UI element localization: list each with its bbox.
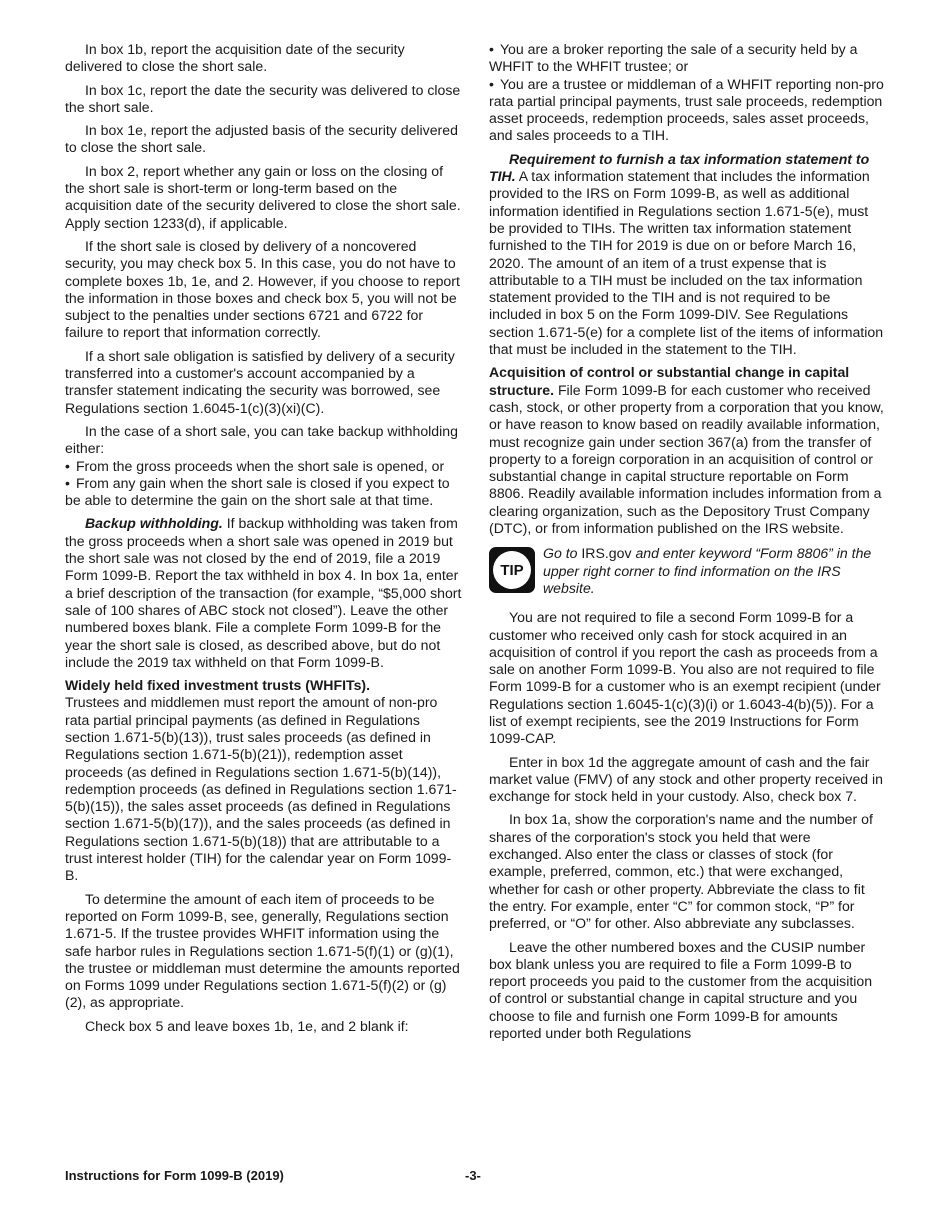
requirement-paragraph bbox=[489, 151, 885, 359]
footer-title: Instructions for Form 1099-B (2019) bbox=[65, 1168, 284, 1183]
bullet-item: • From the gross proceeds when the short sale is opened, or bbox=[65, 458, 463, 475]
page-number: -3- bbox=[465, 1168, 481, 1183]
right-column bbox=[489, 41, 885, 1048]
left-column bbox=[65, 41, 463, 1041]
paragraph-body: Trustees and middlemen must report the amount of non-pro rata partial principal payments (as defined in Regulations section 1.671-5(b)(13)), trust sales proceeds (as defined in Regulations section 1.671-5(b)(21)), redemption asset proceeds (as defined in Regulations section 1.671-5(b)(14)), redemption proceeds (as defined in Regulations section 1.671-5(b)(15)), the sales asset proceeds (as defined in Regulations section 1.671-5(b)(17)), and the sales proceeds (as defined in Regulations section 1.671-5(b)(18)) that are attributable to a trust interest holder (TIH) for the calendar year on Form 1099-B. bbox=[65, 694, 457, 884]
paragraph: In box 1b, report the acquisition date of the security delivered to close the short sale. bbox=[65, 41, 405, 75]
paragraph: If the short sale is closed by delivery of a noncovered security, you may check box 5. In this case, you do not have to complete boxes 1b, 1e, and 2. However, if you choose to report the information in those boxes and check box 5, you will not be subject to the penalties under sections 6721 and 6722 for failure to report that information correctly. bbox=[65, 237, 460, 341]
paragraph: Check box 5 and leave boxes 1b, 1e, and 2 blank if: bbox=[85, 1017, 409, 1034]
paragraph: You are not required to file a second Form 1099-B for a customer who received only cash for stock acquired in an acquisition of control if you report the cash as proceeds from a sale on another Form 1099-B. You also are not required to file Form 1099-B for a customer who is an exempt recipient (under Regulations section 1.6045-1(c)(3)(i) or 1.6043-4(b)(5)). For a list of exempt recipients, see the 2019 Instructions for Form 1099-CAP. bbox=[489, 609, 881, 747]
acquisition-paragraph bbox=[489, 364, 885, 537]
paragraph: Enter in box 1d the aggregate amount of cash and the fair market value (FMV) of any stock and other property received in exchange for stock held in your custody. Also, check box 7. bbox=[489, 753, 884, 805]
paragraph: In box 1c, report the date the security was delivered to close the short sale. bbox=[65, 81, 461, 115]
tip-callout bbox=[489, 545, 885, 597]
tip-text-pre: Go to bbox=[543, 545, 582, 562]
section-heading: Requirement to furnish a tax information statement to TIH. bbox=[489, 150, 870, 185]
irs-link[interactable]: IRS.gov bbox=[581, 545, 632, 562]
paragraph: Leave the other numbered boxes and the CUSIP number box blank unless you are required to file a Form 1099-B to report proceeds you paid to the customer from the acquisition of control or substantial change in capital structure and you choose to file and furnish one Form 1099-B for amounts reported under both Regulations bbox=[489, 938, 873, 1042]
whfit-paragraph bbox=[65, 677, 463, 885]
bullet-item: • You are a broker reporting the sale of a security held by a WHFIT to the WHFIT trustee; or bbox=[489, 41, 885, 76]
paragraph: If a short sale obligation is satisfied by delivery of a security transferred into a customer's account accompanied by a transfer statement indicating the security was borrowed, see Regulations section 1.6045-1(c)(3)(xi)(C). bbox=[65, 347, 455, 416]
paragraph: In the case of a short sale, you can take backup withholding either: bbox=[65, 422, 458, 457]
tip-text-post: and enter keyword “Form 8806” in the upper right corner to find information on the IRS website. bbox=[543, 545, 872, 596]
bullet-item: • From any gain when the short sale is closed if you expect to be able to determine the gain on the short sale at that time. bbox=[65, 475, 463, 510]
section-heading: Acquisition of control or substantial change in capital structure. bbox=[489, 364, 850, 398]
section-heading: Backup withholding. bbox=[85, 515, 223, 532]
tip-text bbox=[543, 545, 885, 597]
paragraph: In box 2, report whether any gain or loss on the closing of the short sale is short-term or long-term based on the acquisition date of the security delivered to close the short sale. Apply section 1233(d), if applicable. bbox=[65, 162, 461, 231]
section-heading: Widely held fixed investment trusts (WHFITs). bbox=[65, 677, 371, 694]
paragraph-body: File Form 1099-B for each customer who received cash, stock, or other property from a corporation that you know, or have reason to know based on readily available information, must recognize gain under section 367(a) from the transfer of property to a foreign corporation in an acquisition of control or substantial change in capital structure reportable on Form 8806. Readily available information includes information from a clearing organization, such as the Depository Trust Company (DTC), or from information published on the IRS website. bbox=[489, 381, 884, 537]
backup-withholding-paragraph bbox=[65, 515, 463, 671]
tip-icon bbox=[489, 547, 535, 593]
paragraph: To determine the amount of each item of proceeds to be reported on Form 1099-B, see, generally, Regulations section 1.671-5. If the trustee provides WHFIT information using the safe harbor rules in Regulations section 1.671-5(f)(1) or (g)(1), the trustee or middleman must determine the amounts reported on Forms 1099 under Regulations section 1.671-5(f)(2) or (g)(2), as appropriate. bbox=[65, 890, 460, 1011]
tip-label: TIP bbox=[493, 551, 531, 589]
paragraph-body: A tax information statement that includes the information provided to the IRS on Form 1099-B, as well as additional information identified in Regulations section 1.671-5(e), must be provided to TIHs. The written tax information statement furnished to the TIH for 2019 is due on or before March 16, 2020. The amount of an item of a trust expense that is attributable to a TIH must be included on the tax information statement provided to the TIH and is not required to be included in box 5 on the Form 1099-DIV. See Regulations section 1.671-5(e) for a complete list of the items of information that must be included in the statement to the TIH. bbox=[489, 168, 884, 358]
paragraph: In box 1e, report the adjusted basis of the security delivered to close the short sale. bbox=[65, 122, 458, 156]
bullet-item: • You are a trustee or middleman of a WHFIT reporting non-pro rata partial principal payments, trust sale proceeds, redemption asset proceeds, redemption proceeds, sales asset proceeds, and sales proceeds to a TIH. bbox=[489, 76, 885, 145]
paragraph: In box 1a, show the corporation's name and the number of shares of the corporation's stock you held that were exchanged. Also enter the class or classes of stock (for example, preferred, common, etc.) that were exchanged, whether for cash or other property. Abbreviate the class to fit the entry. For example, enter “C” for common stock, “P” for preferred, or “O” for other. Also abbreviate any subclasses. bbox=[489, 811, 873, 932]
paragraph-body: If backup withholding was taken from the gross proceeds when a short sale was opened in 2019 but the short sale was not closed by the end of 2019, file a 2019 Form 1099-B. Report the tax withheld in box 4. In box 1a, enter a brief description of the transaction (for example, “$5,000 short sale of 100 shares of ABC stock not closed”). Leave the other numbered boxes blank. File a complete Form 1099-B for the year the short sale is closed, as described above, but do not include the 2019 tax withheld on that Form 1099-B. bbox=[65, 515, 462, 670]
